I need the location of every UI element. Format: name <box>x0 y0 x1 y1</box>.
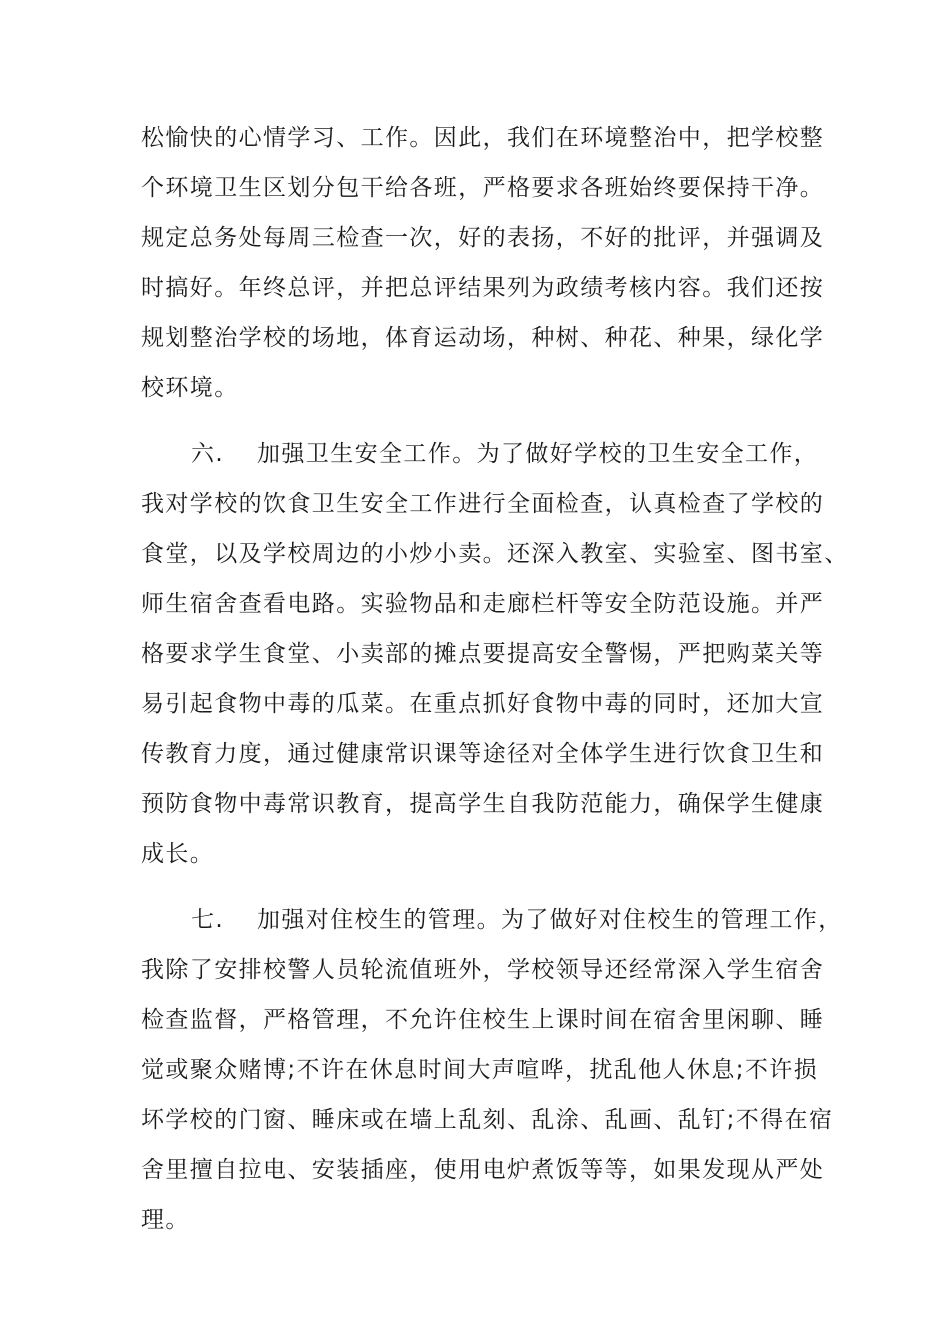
section-6-line: 传教育力度，通过健康常识课等途径对全体学生进行饮食卫生和 <box>141 741 825 767</box>
section-6-heading-line: 加强卫生安全工作。为了做好学校的卫生安全工作， <box>257 441 819 467</box>
section-6-line: 师生宿舍查看电路。实验物品和走廊栏杆等安全防范设施。并严 <box>141 591 825 617</box>
section-7-line: 检查监督，严格管理，不允许住校生上课时间在宿舍里闲聊、睡 <box>141 1007 825 1033</box>
section-6-line: 食堂，以及学校周边的小炒小卖。还深入教室、实验室、图书室、 <box>141 541 849 567</box>
section-6-line: 格要求学生食堂、小卖部的摊点要提高安全警惕，严把购菜关等 <box>141 641 825 667</box>
section-7-heading-line: 加强对住校生的管理。为了做好对住校生的管理工作， <box>257 907 843 933</box>
section-6-number: 六. <box>191 441 225 467</box>
paragraph-line: 规定总务处每周三检查一次，好的表扬，不好的批评，并强调及 <box>141 225 825 251</box>
paragraph-line: 松愉快的心情学习、工作。因此，我们在环境整治中，把学校整 <box>141 125 825 151</box>
paragraph-line: 校环境。 <box>141 375 239 401</box>
paragraph-line: 个环境卫生区划分包干给各班，严格要求各班始终要保持干净。 <box>141 175 825 201</box>
section-7-line: 舍里擅自拉电、安装插座，使用电炉煮饭等等，如果发现从严处 <box>141 1157 825 1183</box>
section-6-line: 成长。 <box>141 841 215 867</box>
section-7-line: 觉或聚众赌博;不许在休息时间大声喧哗，扰乱他人休息;不许损 <box>141 1057 819 1083</box>
section-7-number: 七. <box>191 907 225 933</box>
section-6-line: 预防食物中毒常识教育，提高学生自我防范能力，确保学生健康 <box>141 791 825 817</box>
section-6-line: 我对学校的饮食卫生安全工作进行全面检查，认真检查了学校的 <box>141 491 825 517</box>
section-6-line: 易引起食物中毒的瓜菜。在重点抓好食物中毒的同时，还加大宣 <box>141 691 825 717</box>
section-7-line: 坏学校的门窗、睡床或在墙上乱刻、乱涂、乱画、乱钉;不得在宿 <box>141 1107 834 1133</box>
section-7-line: 我除了安排校警人员轮流值班外，学校领导还经常深入学生宿舍 <box>141 957 825 983</box>
paragraph-line: 时搞好。年终总评，并把总评结果列为政绩考核内容。我们还按 <box>141 275 825 301</box>
paragraph-line: 规划整治学校的场地，体育运动场，种树、种花、种果，绿化学 <box>141 325 825 351</box>
section-7-line: 理。 <box>141 1207 190 1233</box>
